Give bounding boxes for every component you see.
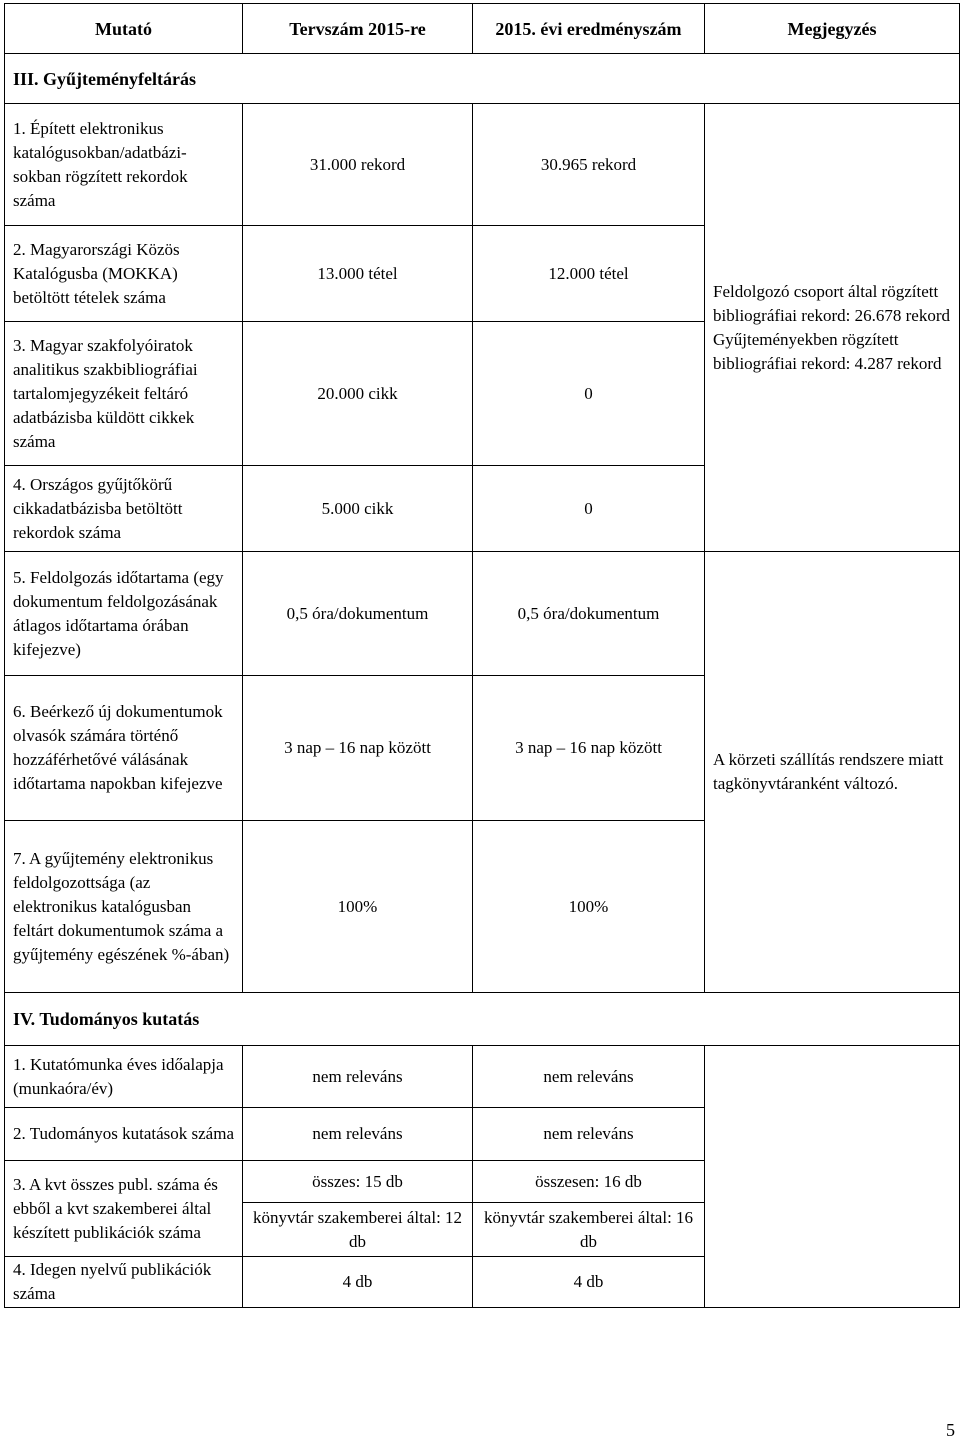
plan-cell: 20.000 cikk (243, 322, 473, 466)
result-cell: 12.000 tétel (473, 226, 705, 322)
indicator-cell: 1. Épített elektronikus katalógusokban/adatbázi-sokban rögzített rekordok száma (5, 104, 243, 226)
indicator-cell: 5. Feldolgozás időtartama (egy dokumentum feldolgozásának átlagos időtartama órában kifejezve) (5, 552, 243, 676)
result-cell: összesen: 16 db (473, 1161, 705, 1203)
plan-cell: 3 nap – 16 nap között (243, 676, 473, 821)
page-number: 5 (946, 1420, 955, 1440)
indicator-cell: 7. A gyűjtemény elektronikus feldolgozottsága (az elektronikus katalógusban feltárt dokumentumok száma a gyűjtemény egészének %-ában) (5, 821, 243, 993)
plan-cell: összes: 15 db (243, 1161, 473, 1203)
result-cell: 3 nap – 16 nap között (473, 676, 705, 821)
result-cell: 4 db (473, 1257, 705, 1308)
indicator-cell: 4. Országos gyűjtőkörű cikkadatbázisba betöltött rekordok száma (5, 466, 243, 552)
plan-cell: könyvtár szakemberei által: 12 db (243, 1203, 473, 1257)
result-cell: 0 (473, 322, 705, 466)
plan-cell: nem releváns (243, 1046, 473, 1108)
section-title: IV. Tudományos kutatás (5, 993, 960, 1046)
indicator-cell: 2. Tudományos kutatások száma (5, 1108, 243, 1161)
result-cell: 0,5 óra/dokumentum (473, 552, 705, 676)
result-cell: 100% (473, 821, 705, 993)
header-plan: Tervszám 2015-re (243, 4, 473, 54)
indicator-cell: 1. Kutatómunka éves időalapja (munkaóra/év) (5, 1046, 243, 1108)
result-cell: 0 (473, 466, 705, 552)
section-row (5, 993, 960, 1046)
note-cell: Feldolgozó csoport által rögzített bibliográfiai rekord: 26.678 rekord Gyűjteményekben rögzített bibliográfiai rekord: 4.287 rekord (705, 104, 960, 552)
indicator-cell: 3. Magyar szakfolyóiratok analitikus szakbibliográfiai tartalomjegyzékeit feltáró adatbázisba küldött cikkek száma (5, 322, 243, 466)
table-row (5, 1046, 960, 1108)
table-row (5, 552, 960, 676)
indicator-cell: 4. Idegen nyelvű publikációk száma (5, 1257, 243, 1308)
result-cell: könyvtár szakemberei által: 16 db (473, 1203, 705, 1257)
result-cell: 30.965 rekord (473, 104, 705, 226)
indicator-cell: 3. A kvt összes publ. száma és ebből a kvt szakemberei által készített publikációk száma (5, 1161, 243, 1257)
plan-cell: 13.000 tétel (243, 226, 473, 322)
table-row (5, 104, 960, 226)
plan-cell: 4 db (243, 1257, 473, 1308)
header-note: Megjegyzés (705, 4, 960, 54)
plan-cell: 31.000 rekord (243, 104, 473, 226)
plan-cell: 0,5 óra/dokumentum (243, 552, 473, 676)
header-result: 2015. évi eredményszám (473, 4, 705, 54)
plan-cell: 100% (243, 821, 473, 993)
header-indicator: Mutató (5, 4, 243, 54)
empty-note-cell (705, 1046, 960, 1308)
note-cell: A körzeti szállítás rendszere miatt tagkönyvtáranként változó. (705, 552, 960, 993)
plan-cell: 5.000 cikk (243, 466, 473, 552)
result-cell: nem releváns (473, 1046, 705, 1108)
header-row (5, 4, 960, 54)
indicator-cell: 2. Magyarországi Közös Katalógusba (MOKKA) betöltött tételek száma (5, 226, 243, 322)
plan-cell: nem releváns (243, 1108, 473, 1161)
report-table (4, 3, 960, 1308)
indicator-cell: 6. Beérkező új dokumentumok olvasók számára történő hozzáférhetővé válásának időtartama napokban kifejezve (5, 676, 243, 821)
section-title: III. Gyűjteményfeltárás (5, 54, 960, 104)
result-cell: nem releváns (473, 1108, 705, 1161)
section-row (5, 54, 960, 104)
